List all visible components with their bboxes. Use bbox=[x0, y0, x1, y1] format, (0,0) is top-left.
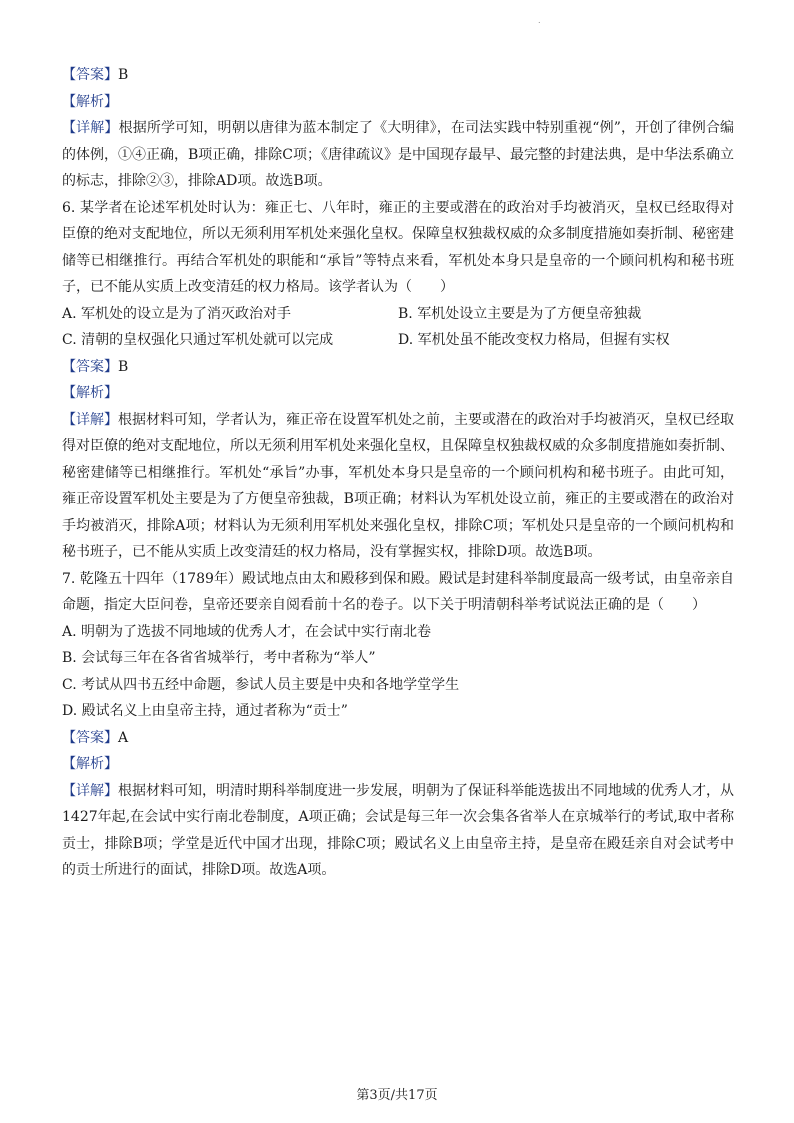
top-mark: . bbox=[538, 16, 541, 25]
q7-option-a: A. 明朝为了选拔不同地域的优秀人才，在会试中实行南北卷 bbox=[62, 623, 432, 640]
q6-options-row-2 bbox=[62, 327, 734, 354]
answer-label: 【答案】 bbox=[62, 358, 118, 375]
q5-answer: B bbox=[118, 67, 129, 83]
q7-option-d: D. 殿试名义上由皇帝主持，通过者称为“贡士” bbox=[62, 703, 348, 719]
analysis-label: 【解析】 bbox=[62, 756, 118, 772]
q5-detail bbox=[62, 115, 734, 195]
page-number: 第3页/共17页 bbox=[356, 1088, 438, 1103]
q5-answer-line bbox=[62, 62, 734, 89]
q7-detail-text: 根据材料可知，明清时期科举制度进一步发展，明朝为了保证科举能选拔出不同地域的优秀人才，从1427年起,在会试中实行南北卷制度，A项正确；会试是每三年一次会集各省举人在京城举行的考试,取中者称贡士，排除B项；学堂是近代中国才出现，排除C项；殿试名义上由皇帝主持，是皇帝在殿廷亲自对会试考中的贡士所进行的面试，排除D项。故选A项。 bbox=[62, 782, 734, 878]
q7-option-c: C. 考试从四书五经中命题，参试人员主要是中央和各地学堂学生 bbox=[62, 676, 460, 693]
q7-analysis-label bbox=[62, 751, 734, 778]
q5-detail-text: 根据所学可知，明朝以唐律为蓝本制定了《大明律》，在司法实践中特别重视“例”，开创了律例合编的体例，①④正确，B项正确，排除C项；《唐律疏议》是中国现存最早、最完整的封建法典，是中华法系确立的标志，排除②③，排除AD项。故选B项。 bbox=[62, 120, 735, 189]
q5-analysis-label bbox=[62, 89, 734, 116]
answer-label: 【答案】 bbox=[62, 67, 118, 83]
q6-option-d: D. 军机处虽不能改变权力格局，但握有实权 bbox=[398, 332, 670, 348]
q6-stem: 6. 某学者在论述军机处时认为：雍正七、八年时，雍正的主要或潜在的政治对手均被消灭，皇权已经取得对臣僚的绝对支配地位，所以无须利用军机处来强化皇权。保障皇权独裁权威的众多制度措施如奏折制、秘密建储等已相继推行。再结合军机处的职能和“承旨”等特点来看，军机处本身只是皇帝的一个顾问机构和秘书班子，已不能从实质上改变清廷的权力格局。该学者认为（ ） bbox=[62, 199, 734, 295]
q6-answer: B bbox=[118, 358, 129, 375]
answer-label: 【答案】 bbox=[62, 729, 118, 746]
detail-label: 【详解】 bbox=[62, 782, 118, 799]
detail-label: 【详解】 bbox=[62, 120, 119, 136]
q7-stem: 7. 乾隆五十四年（1789年）殿试地点由太和殿移到保和殿。殿试是封建科举制度最高一级考试，由皇帝亲自命题，指定大臣问卷，皇帝还要亲自阅看前十名的卷子。以下关于明清朝科举考试说法正确的是（ ） bbox=[62, 570, 734, 613]
q6-option-b: B. 军机处设立主要是为了方便皇帝独裁 bbox=[398, 305, 642, 322]
detail-label: 【详解】 bbox=[62, 411, 118, 428]
q6-detail-text: 根据材料可知，学者认为，雍正帝在设置军机处之前，主要或潜在的政治对手均被消灭，皇权已经取得对臣僚的绝对支配地位，所以无须利用军机处来强化皇权，且保障皇权独裁权威的众多制度措施如奏折制、秘密建储等已相继推行。军机处“承旨”办事，军机处本身只是皇帝的一个顾问机构和秘书班子。由此可知，雍正帝设置军机处主要是为了方便皇帝独裁，B项正确；材料认为军机处设立前，雍正的主要或潜在的政治对手均被消灭，排除A项；材料认为无须利用军机处来强化皇权，排除C项；军机处只是皇帝的一个顾问机构和秘书班子，已不能从实质上改变清廷的权力格局，没有掌握实权，排除D项。故选B项。 bbox=[62, 411, 734, 560]
q7-answer: A bbox=[118, 729, 129, 746]
q7-option-b: B. 会试每三年在各省省城举行，考中者称为“举人” bbox=[62, 650, 376, 666]
q6-option-c: C. 清朝的皇权强化只通过军机处就可以完成 bbox=[62, 332, 334, 348]
q7-detail bbox=[62, 778, 734, 884]
analysis-label: 【解析】 bbox=[62, 385, 118, 401]
q6-detail bbox=[62, 407, 734, 566]
page-content bbox=[62, 62, 734, 884]
analysis-label: 【解析】 bbox=[62, 93, 118, 110]
q6-answer-line bbox=[62, 354, 734, 381]
q7-answer-line bbox=[62, 725, 734, 752]
q6-analysis-label bbox=[62, 380, 734, 407]
q6-option-a: A. 军机处的设立是为了消灭政治对手 bbox=[62, 305, 292, 322]
q6-options-row-1 bbox=[62, 301, 734, 328]
